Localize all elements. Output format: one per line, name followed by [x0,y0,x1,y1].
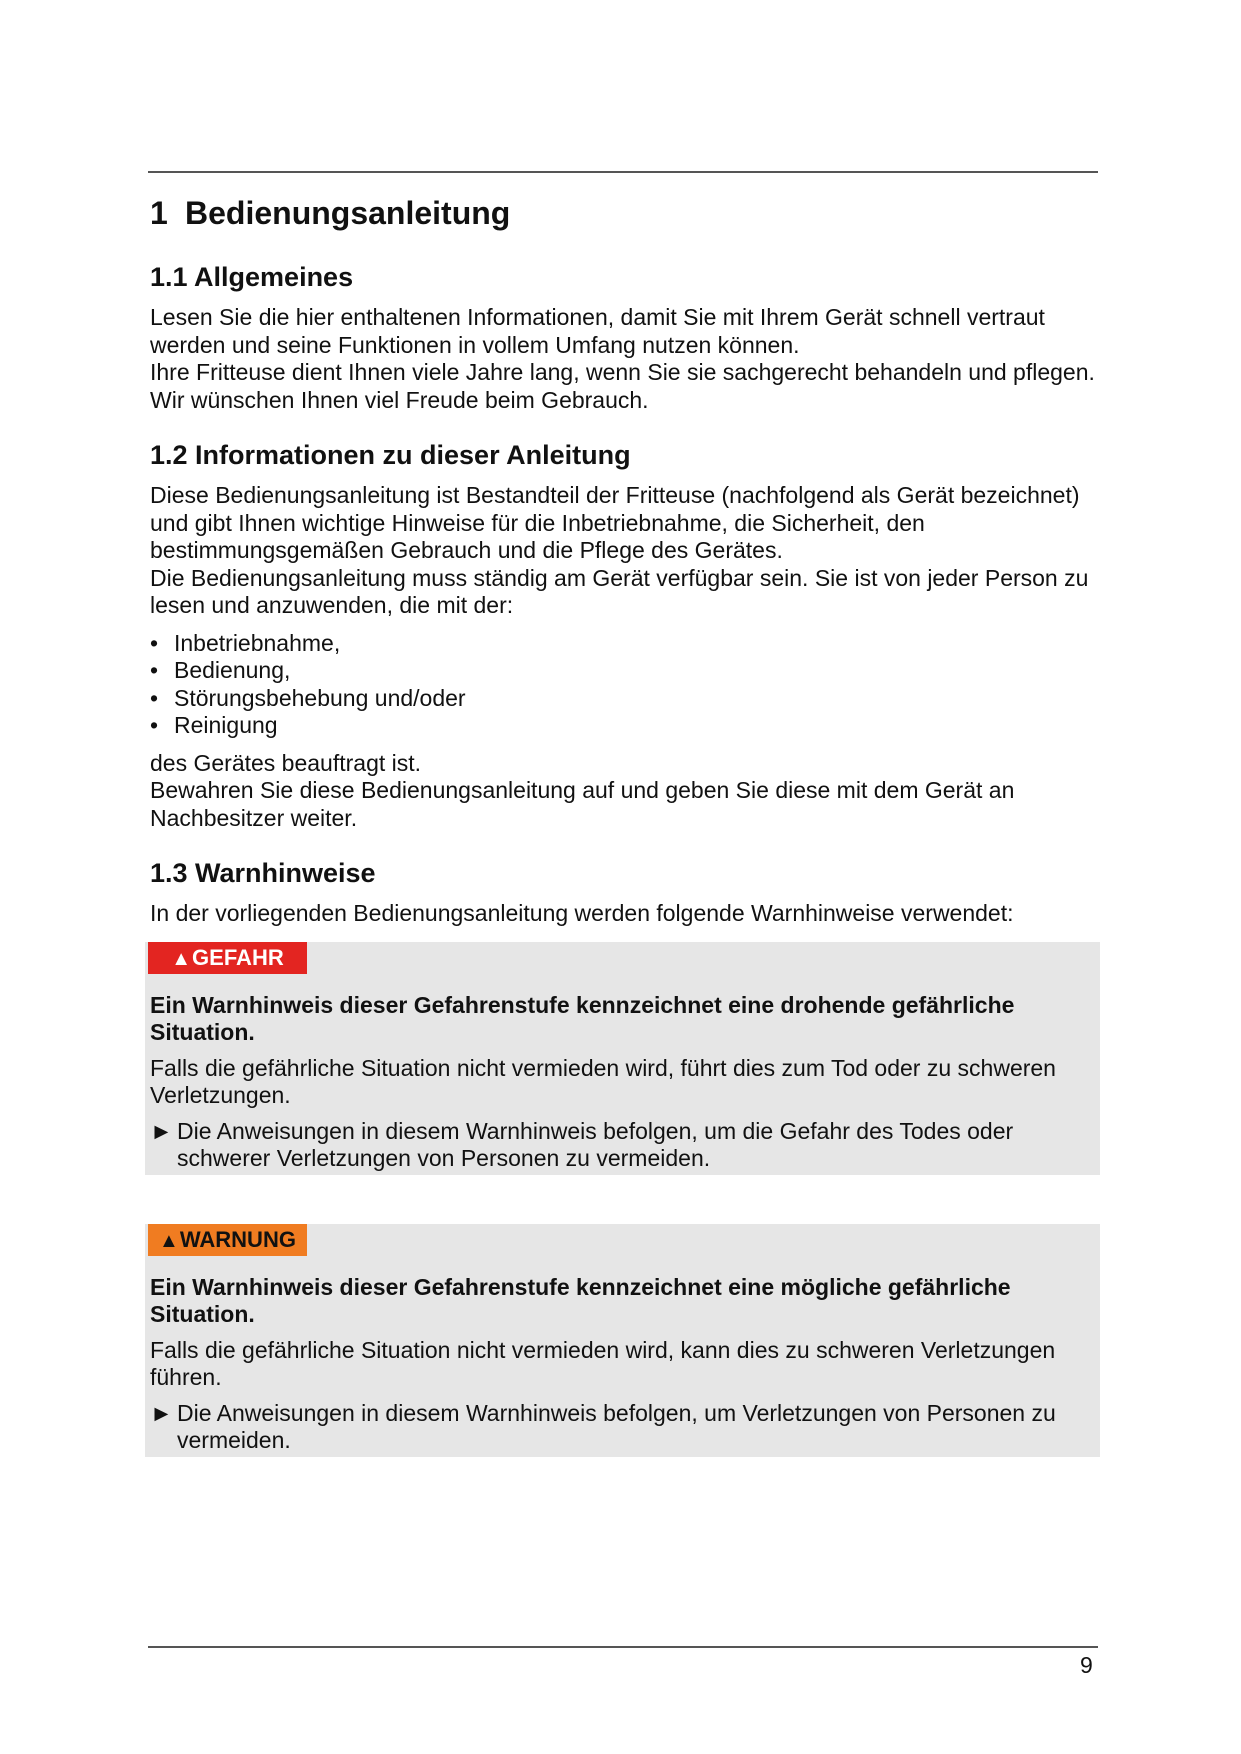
section-title: 1.2 Informationen zu dieser Anleitung [150,440,631,470]
section-warnhinweise [150,856,1100,928]
warning-triangle-icon: ▲ [159,1229,179,1252]
chapter-title-text: Bedienungsanleitung [185,195,511,231]
list-item: • Bedienung, [150,657,1100,685]
notice-title: Ein Warnhinweis dieser Gefahrenstufe kennzeichnet eine mögliche gefährliche Situation. [150,1273,1011,1327]
section-informationen [150,438,1100,832]
chapter-number: 1 [150,195,168,231]
page-content [150,193,1100,1457]
arrow-right-icon: ► [150,1117,173,1144]
notice-title: Ein Warnhinweis dieser Gefahrenstufe kennzeichnet eine drohende gefährliche Situation. [150,991,1015,1045]
instruction-text: Die Anweisungen in diesem Warnhinweis befolgen, um die Gefahr des Todes oder schwerer Verletzungen von Personen zu vermeiden. [177,1117,1014,1171]
danger-badge [148,942,307,974]
header-rule [148,171,1098,173]
warning-badge [148,1224,307,1256]
warning-triangle-icon: ▲ [171,947,192,970]
warning-notice [145,1224,1100,1457]
warning-badge-label: WARNUNG [179,1226,296,1252]
instruction-text: Die Anweisungen in diesem Warnhinweis befolgen, um Verletzungen von Personen zu vermeiden. [177,1399,1056,1453]
chapter-title [150,193,1100,233]
footer-rule [148,1646,1098,1648]
section-title: 1.3 Warnhinweise [150,858,376,888]
notice-instruction [150,1400,1100,1455]
paragraph: Bewahren Sie diese Bedienungsanleitung auf und geben Sie diese mit dem Gerät an Nachbesitzer weiter. [150,777,1015,831]
paragraph: Diese Bedienungsanleitung ist Bestandteil der Fritteuse (nachfolgend als Gerät bezeichnet) und gibt Ihnen wichtige Hinweise für die Inbetriebnahme, die Sicherheit, den bestimmungsgemäßen Gebrauch und die Pflege des Gerätes. [150,482,1080,563]
notice-description: Falls die gefährliche Situation nicht vermieden wird, kann dies zu schweren Verletzungen führen. [150,1336,1056,1390]
danger-notice [145,942,1100,1175]
notice-description: Falls die gefährliche Situation nicht vermieden wird, führt dies zum Tod oder zu schweren Verletzungen. [150,1054,1056,1108]
paragraph: Ihre Fritteuse dient Ihnen viele Jahre lang, wenn Sie sie sachgerecht behandeln und pflegen. Wir wünschen Ihnen viel Freude beim Gebrauch. [150,359,1095,413]
danger-badge-label: GEFAHR [192,944,284,970]
list-item: • Reinigung [150,712,1100,740]
section-title: 1.1 Allgemeines [150,262,354,292]
bullet-list [150,630,1100,740]
paragraph: Die Bedienungsanleitung muss ständig am Gerät verfügbar sein. Sie ist von jeder Person zu lesen und anzuwenden, die mit der: [150,564,1089,618]
page-number: 9 [1080,1652,1093,1678]
notice-instruction [150,1118,1100,1173]
arrow-right-icon: ► [150,1399,173,1426]
list-item: • Störungsbehebung und/oder [150,685,1100,713]
paragraph: Lesen Sie die hier enthaltenen Informationen, damit Sie mit Ihrem Gerät schnell vertraut werden und seine Funktionen in vollem Umfang nutzen können. [150,304,1045,358]
paragraph: des Gerätes beauftragt ist. [150,749,422,776]
section-allgemeines [150,260,1100,414]
list-item: • Inbetriebnahme, [150,630,1100,658]
paragraph: In der vorliegenden Bedienungsanleitung werden folgende Warnhinweise verwendet: [150,900,1014,926]
